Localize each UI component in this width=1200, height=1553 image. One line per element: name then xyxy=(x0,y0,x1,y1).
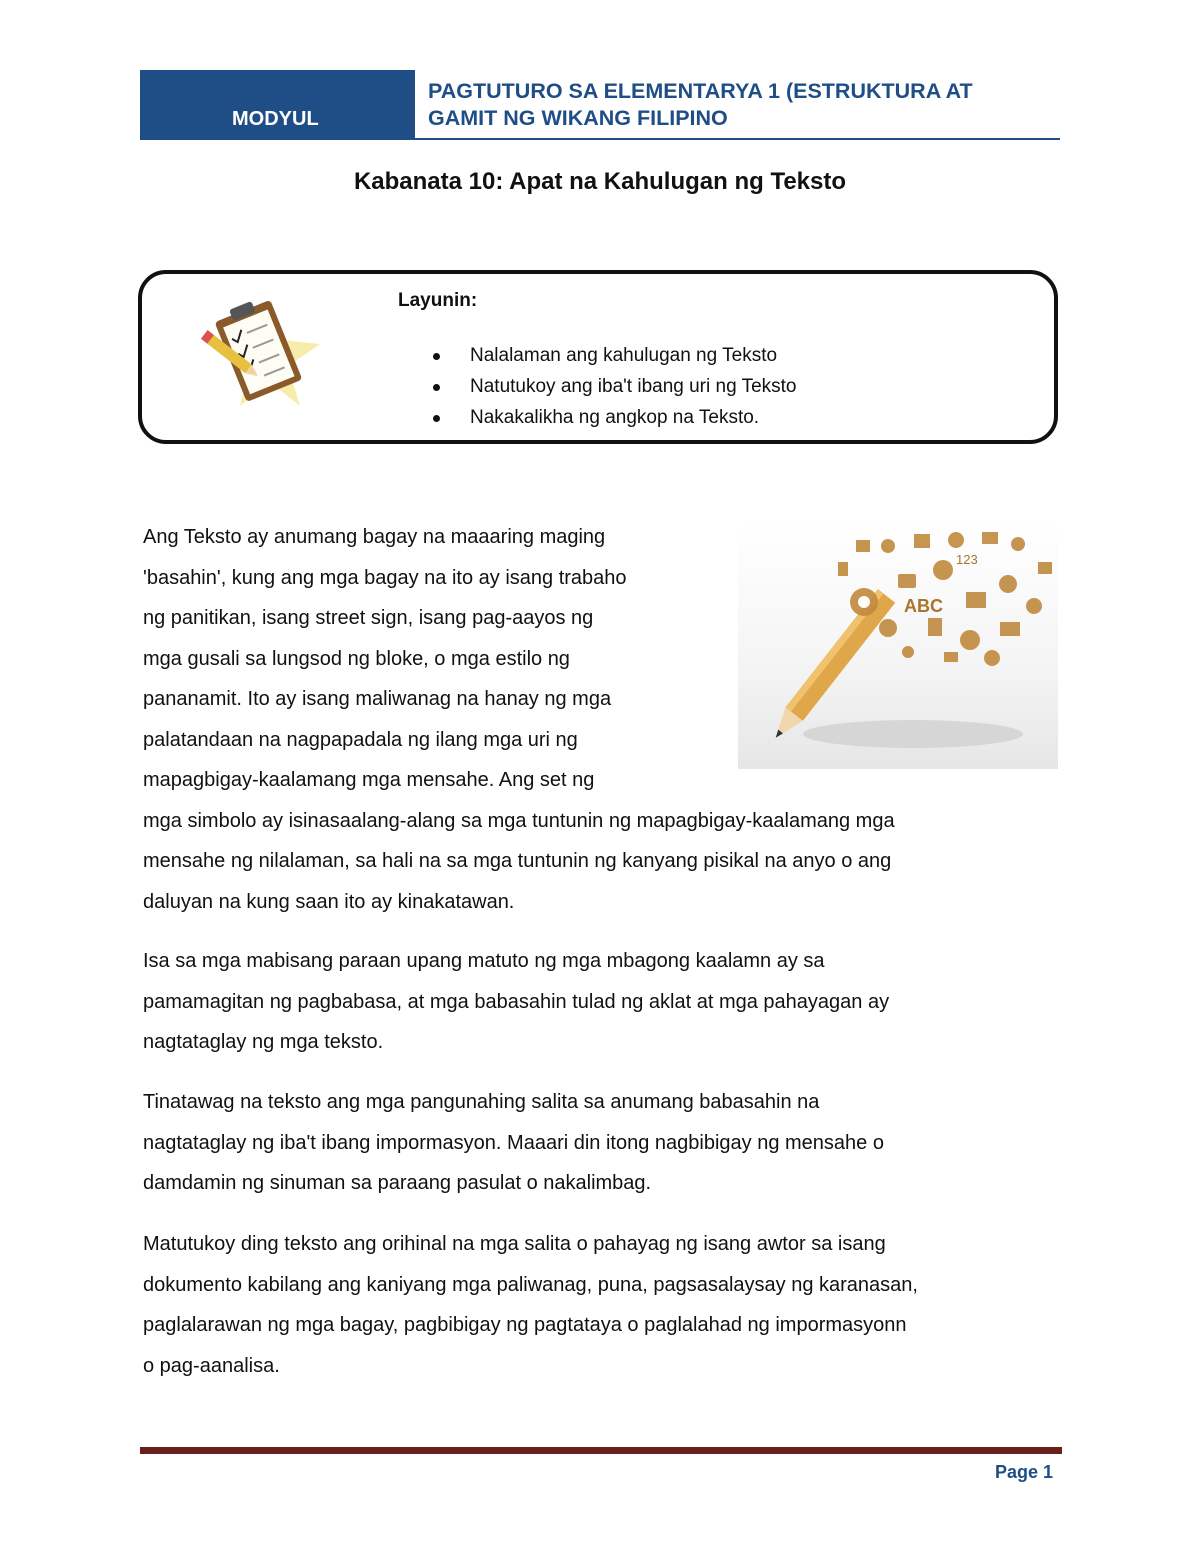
course-title-line2: GAMIT NG WIKANG FILIPINO xyxy=(428,106,728,130)
course-title-line1: PAGTUTURO SA ELEMENTARYA 1 (ESTRUKTURA AT xyxy=(428,79,973,103)
text-line: 'basahin', kung ang mga bagay na ito ay isang trabaho xyxy=(143,566,627,589)
paragraph-2 xyxy=(143,941,889,1063)
header-divider xyxy=(140,138,1060,140)
letters-symbol: ABC xyxy=(904,596,943,616)
objectives-heading: Layunin: xyxy=(398,290,478,311)
course-title xyxy=(428,78,1068,132)
text-line: Matutukoy ding teksto ang orihinal na mga salita o pahayag ng isang awtor sa isang xyxy=(143,1233,886,1255)
text-line: paglalarawan ng mga bagay, pagbibigay ng pagtataya o paglalahad ng impormasyonn xyxy=(143,1314,907,1336)
text-line: mga simbolo ay isinasaalang-alang sa mga tuntunin ng mapagbigay-kaalamang mga xyxy=(143,809,895,832)
chapter-title: Kabanata 10: Apat na Kahulugan ng Teksto xyxy=(353,168,847,195)
objectives-list xyxy=(428,340,797,433)
footer-divider xyxy=(140,1447,1062,1454)
objective-item: Nakakalikha ng angkop na Teksto. xyxy=(428,402,797,433)
digits-symbol: 123 xyxy=(956,552,978,567)
text-line: palatandaan na nagpapadala ng ilang mga uri ng xyxy=(143,728,578,751)
objective-item: Natutukoy ang iba't ibang uri ng Teksto xyxy=(428,371,797,402)
intro-paragraph xyxy=(143,517,895,922)
text-line: daluyan na kung saan ito ay kinakatawan. xyxy=(143,890,515,913)
text-line: nagtataglay ng iba't ibang impormasyon. Maaari din itong nagbibigay ng mensahe o xyxy=(143,1131,884,1154)
paragraph-3 xyxy=(143,1082,884,1204)
modul-label-block xyxy=(140,70,415,138)
page-number: Page 1 xyxy=(995,1462,1054,1482)
text-line: damdamin ng sinuman sa paraang pasulat o nakalimbag. xyxy=(143,1172,652,1194)
text-line: Isa sa mga mabisang paraan upang matuto ng mga mbagong kaalamn ay sa xyxy=(143,950,825,972)
text-line: Ang Teksto ay anumang bagay na maaaring maging xyxy=(143,526,606,548)
objective-item: Nalalaman ang kahulugan ng Teksto xyxy=(428,340,797,371)
text-line: mga gusali sa lungsod ng bloke, o mga estilo ng xyxy=(143,647,570,670)
text-line: Tinatawag na teksto ang mga pangunahing salita sa anumang babasahin na xyxy=(143,1091,820,1113)
text-line: pananamit. Ito ay isang maliwanag na hanay ng mga xyxy=(143,688,612,710)
paragraph-4 xyxy=(143,1224,918,1386)
text-line: nagtataglay ng mga teksto. xyxy=(143,1031,384,1053)
modul-label: MODYUL xyxy=(232,108,319,130)
clipboard-checklist-icon xyxy=(192,288,322,423)
text-line: mensahe ng nilalaman, sa hali na sa mga tuntunin ng kanyang pisikal na anyo o ang xyxy=(143,850,892,872)
text-line: mapagbigay-kaalamang mga mensahe. Ang set ng xyxy=(143,769,595,791)
text-line: o pag-aanalisa. xyxy=(143,1354,280,1377)
text-line: pamamagitan ng pagbabasa, at mga babasahin tulad ng aklat at mga pahayagan ay xyxy=(143,990,890,1013)
text-line: dokumento kabilang ang kaniyang mga paliwanag, puna, pagsasalaysay ng karanasan, xyxy=(143,1273,918,1296)
text-line: ng panitikan, isang street sign, isang pag-aayos ng xyxy=(143,607,594,629)
